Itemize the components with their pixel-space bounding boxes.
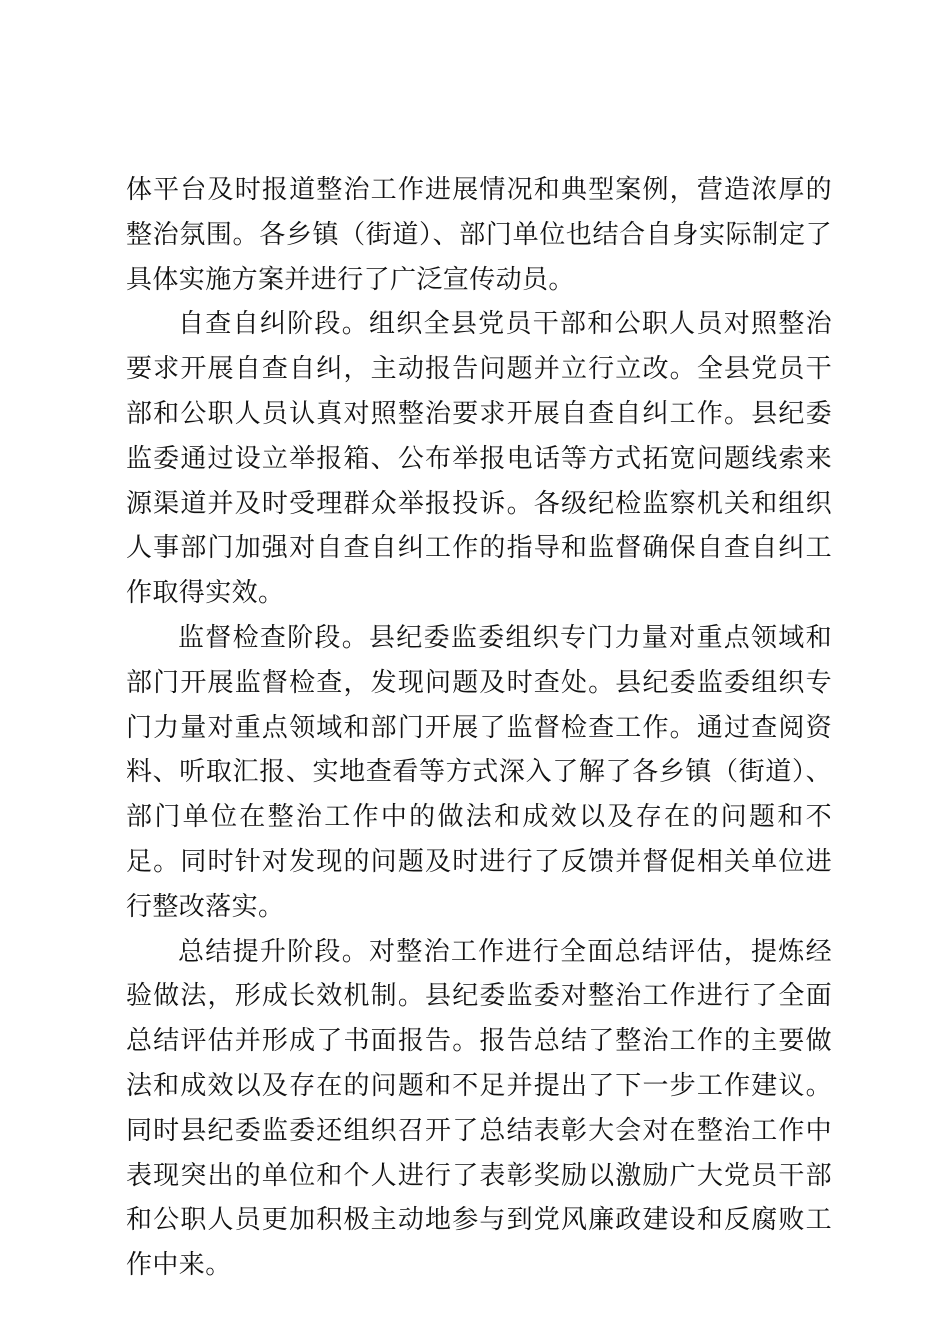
document-body	[126, 168, 832, 1288]
paragraph-continuation: 体平台及时报道整治工作进展情况和典型案例，营造浓厚的整治氛围。各乡镇（街道）、部门单位也结合自身实际制定了具体实施方案并进行了广泛宣传动员。	[126, 175, 832, 295]
paragraph-summary-stage: 总结提升阶段。对整治工作进行全面总结评估，提炼经验做法，形成长效机制。县纪委监委对整治工作进行了全面总结评估并形成了书面报告。报告总结了整治工作的主要做法和成效以及存在的问题和不足并提出了下一步工作建议。同时县纪委监委还组织召开了总结表彰大会对在整治工作中表现突出的单位和个人进行了表彰奖励以激励广大党员干部和公职人员更加积极主动地参与到党风廉政建设和反腐败工作中来。	[126, 936, 832, 1281]
paragraph-self-inspection-stage: 自查自纠阶段。组织全县党员干部和公职人员对照整治要求开展自查自纠，主动报告问题并立行立改。全县党员干部和公职人员认真对照整治要求开展自查自纠工作。县纪委监委通过设立举报箱、公布举报电话等方式拓宽问题线索来源渠道并及时受理群众举报投诉。各级纪检监察机关和组织人事部门加强对自查自纠工作的指导和监督确保自查自纠工作取得实效。	[126, 309, 832, 609]
paragraph-supervision-stage: 监督检查阶段。县纪委监委组织专门力量对重点领域和部门开展监督检查，发现问题及时查处。县纪委监委组织专门力量对重点领域和部门开展了监督检查工作。通过查阅资料、听取汇报、实地查看等方式深入了解了各乡镇（街道）、部门单位在整治工作中的做法和成效以及存在的问题和不足。同时针对发现的问题及时进行了反馈并督促相关单位进行整改落实。	[126, 622, 832, 922]
